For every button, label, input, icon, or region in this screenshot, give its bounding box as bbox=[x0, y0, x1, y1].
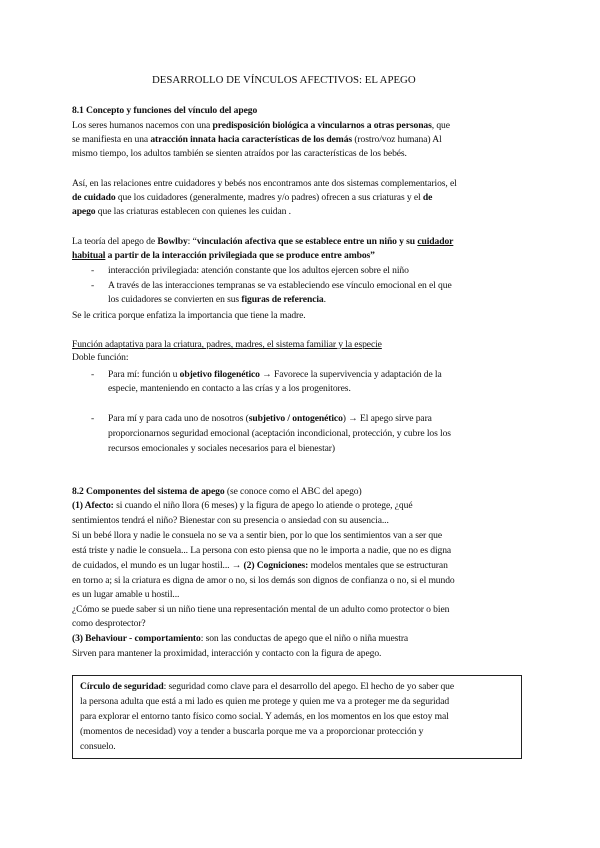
bullet-mark: - bbox=[91, 413, 95, 424]
bullet-text: A través de las interacciones tempranas se va estableciendo ese vínculo emocional en el que bbox=[108, 280, 452, 291]
paragraph-line: en torno a; si la criatura es digna de amor o no, si los demás son dignos de confianza o no, si el mundo bbox=[72, 575, 455, 586]
paragraph-line: (1) Afecto: si cuando el niño llora (6 meses) y la figura de apego lo atiende o protege, ¿qué bbox=[72, 500, 413, 511]
paragraph-line: como desprotector? bbox=[72, 618, 146, 629]
box-line: consuelo. bbox=[80, 741, 116, 752]
bullet-text: proporcionarnos seguridad emocional (aceptación incondicional, protección, y cubre los los bbox=[108, 428, 451, 439]
box-line: Círculo de seguridad: seguridad como clave para el desarrollo del apego. El hecho de yo saber que bbox=[80, 681, 455, 692]
box-line: para explorar el entorno tanto físico como social. Y además, en los momentos en los que estoy mal bbox=[80, 711, 449, 722]
section-heading-8-1: 8.1 Concepto y funciones del vínculo del apego bbox=[72, 105, 258, 116]
paragraph-line: Los seres humanos nacemos con una predisposición biológica a vincularnos a otras personas, que bbox=[72, 120, 450, 131]
paragraph-line: ¿Cómo se puede saber si un niño tiene una representación mental de un adulto como protector o bien bbox=[72, 604, 450, 615]
section-heading-8-2: 8.2 Componentes del sistema de apego (se conoce como el ABC del apego) bbox=[72, 486, 362, 497]
bullet-mark: - bbox=[91, 280, 95, 291]
paragraph-line: de cuidado que los cuidadores (generalmente, madres y/o padres) ofrecen a sus criaturas y el de bbox=[72, 192, 433, 203]
bullet-text: Para mí y para cada uno de nosotros (subjetivo / ontogenético) → El apego sirve para bbox=[108, 413, 432, 424]
bullet-mark: - bbox=[91, 369, 95, 380]
box-line: la persona adulta que está a mi lado es quien me protege y quien me va a proteger me da seguridad bbox=[80, 696, 450, 707]
paragraph-line: es un lugar amable u hostil... bbox=[72, 589, 180, 600]
paragraph-line: Doble función: bbox=[72, 352, 129, 363]
paragraph-line: se manifiesta en una atracción innata hacia características de los demás (rostro/voz humana) Al bbox=[72, 134, 442, 145]
bullet-mark: - bbox=[91, 265, 95, 276]
paragraph-line: Si un bebé llora y nadie le consuela no se va a sentir bien, por lo que los sentimientos van a ser que bbox=[72, 530, 442, 541]
paragraph-line: de cuidados, el mundo es un lugar hostil... → (2) Cogniciones: modelos mentales que se estructuran bbox=[72, 560, 448, 571]
paragraph-line: está triste y nadie le consuela... La persona con esto piensa que no le importa a nadie, que no es digna bbox=[72, 545, 452, 556]
paragraph-line: mismo tiempo, los adultos también se sienten atraídos por las características de los bebés. bbox=[72, 148, 407, 159]
bullet-text: los cuidadores se convierten en sus figuras de referencia. bbox=[108, 294, 326, 305]
paragraph-line: sentimientos tendrá el niño? Bienestar con su presencia o ansiedad con su ausencia... bbox=[72, 515, 389, 526]
paragraph-line: Sirven para mantener la proximidad, interacción y contacto con la figura de apego. bbox=[72, 648, 382, 659]
paragraph-line: (3) Behaviour - comportamiento: son las conductas de apego que el niño o niña muestra bbox=[72, 633, 409, 644]
paragraph-line: Así, en las relaciones entre cuidadores y bebés nos encontramos ante dos sistemas complementarios, el bbox=[72, 178, 457, 189]
bullet-text: interacción privilegiada: atención constante que los adultos ejercen sobre el niño bbox=[108, 265, 409, 276]
paragraph-line: Se le critica porque enfatiza la importancia que tiene la madre. bbox=[72, 310, 306, 321]
bullet-text: recursos emocionales y sociales necesarios para el bienestar) bbox=[108, 443, 335, 454]
box-line: (momentos de necesidad) voy a tender a buscarla porque me va a proporcionar protección y bbox=[80, 726, 424, 737]
bullet-text: especie, manteniendo en contacto a las crías y a los progenitores. bbox=[108, 383, 351, 394]
paragraph-line: habitual a partir de la interacción privilegiada que se produce entre ambos” bbox=[72, 250, 375, 261]
paragraph-line: apego que las criaturas establecen con quienes les cuidan . bbox=[72, 206, 291, 217]
bullet-text: Para mí: función u objetivo filogenético → Favorece la supervivencia y adaptación de la bbox=[108, 369, 442, 380]
subsection-heading: Función adaptativa para la criatura, padres, madres, el sistema familiar y la especie bbox=[72, 339, 382, 350]
page-title: DESARROLLO DE VÍNCULOS AFECTIVOS: EL APEGO bbox=[152, 74, 416, 86]
paragraph-line: La teoría del apego de Bowlby: “vinculación afectiva que se establece entre un niño y su cuidador bbox=[72, 236, 454, 247]
